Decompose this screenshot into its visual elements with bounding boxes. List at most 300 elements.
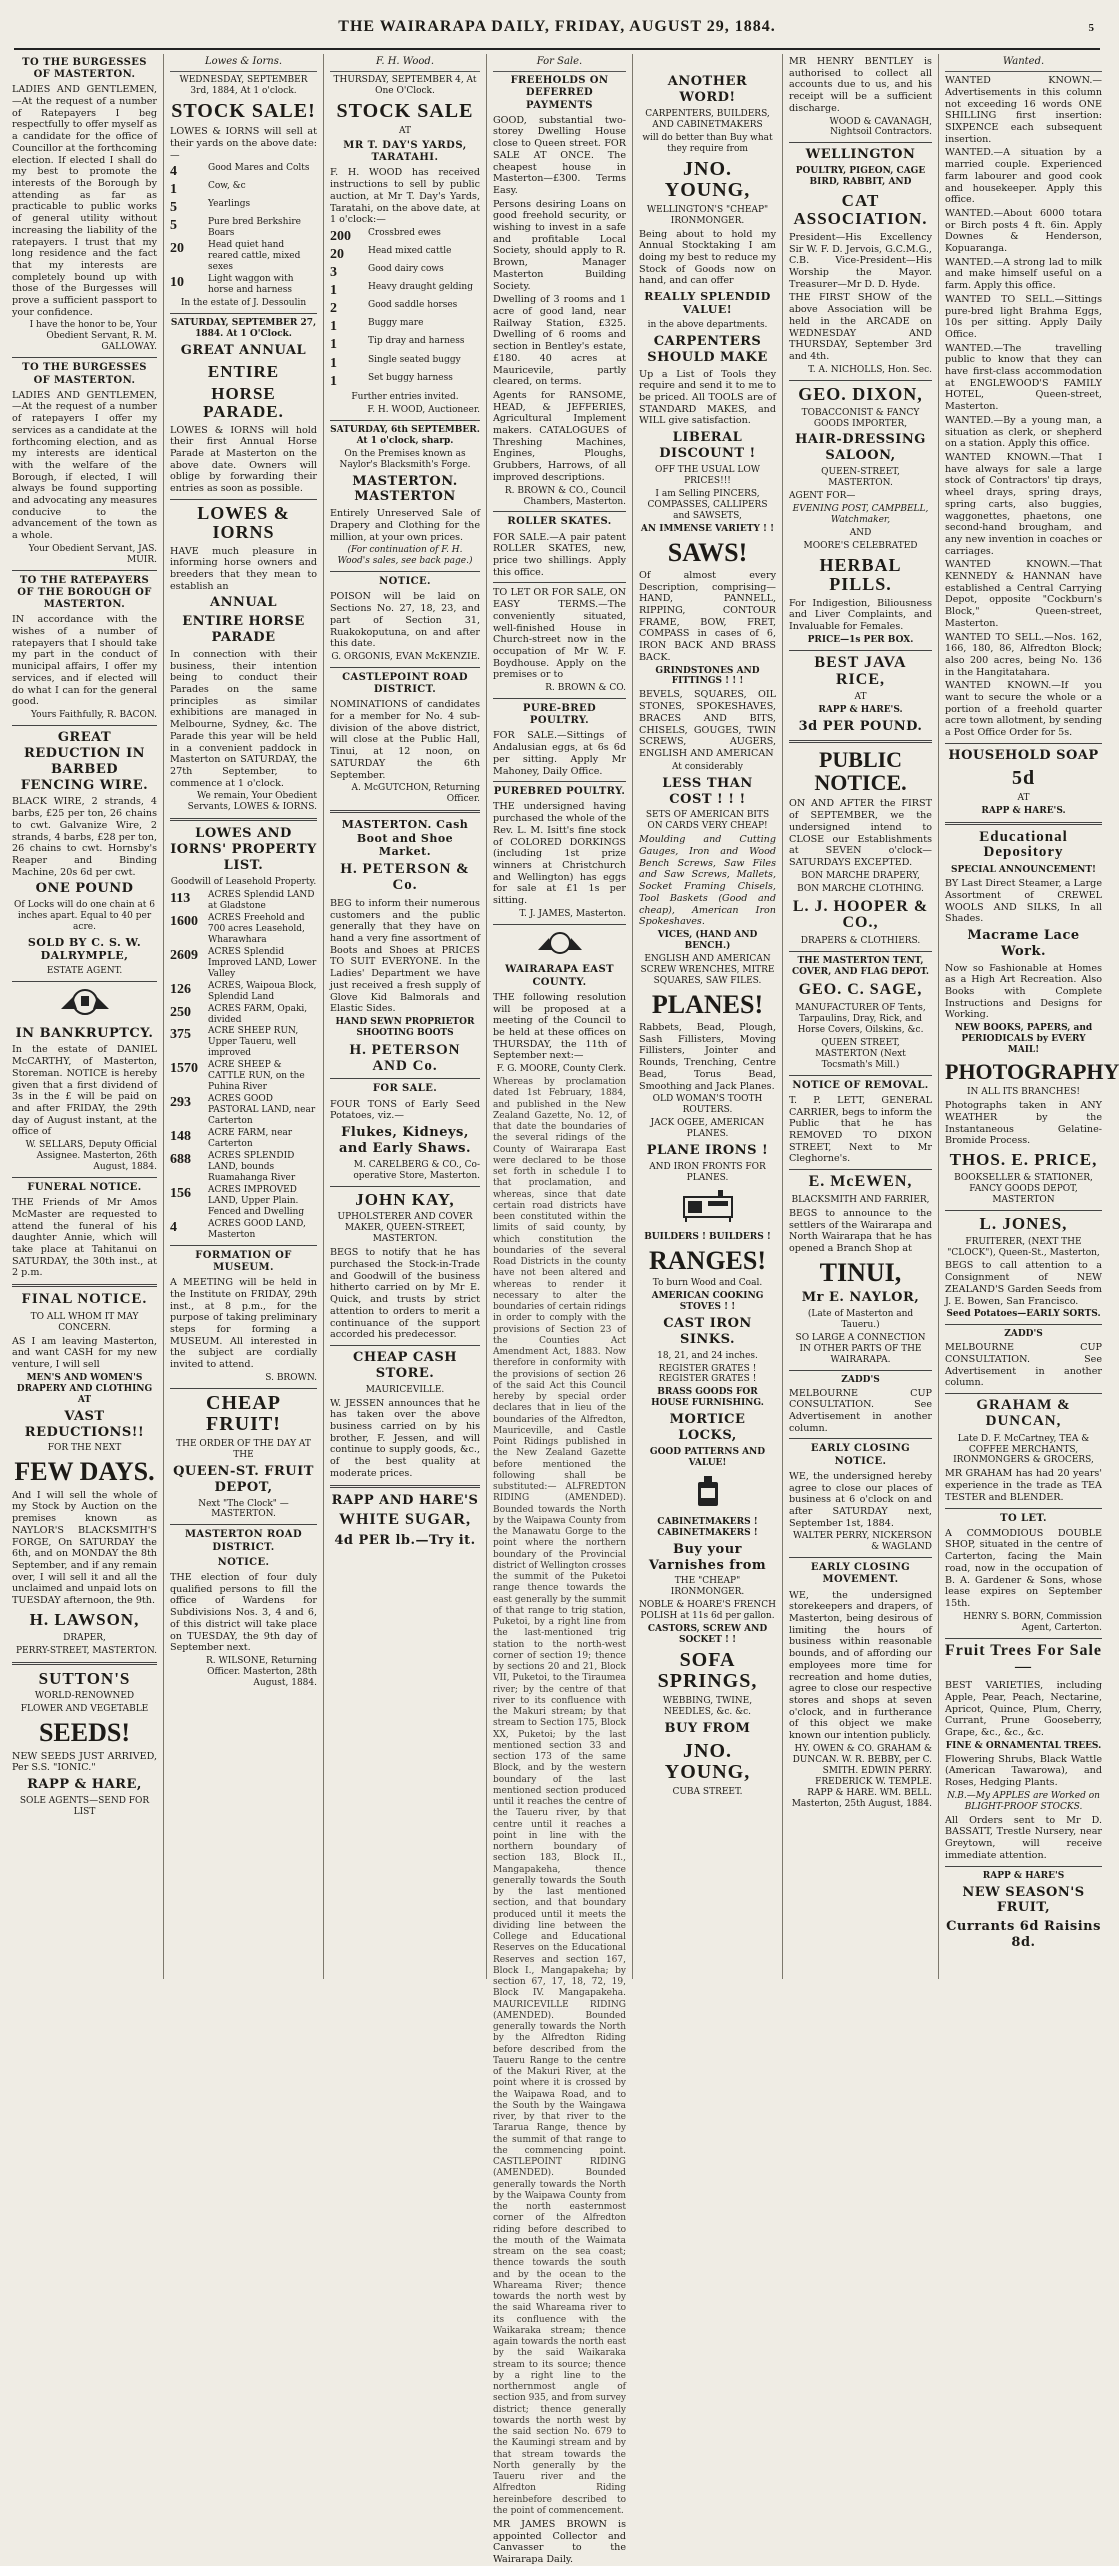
wire-body: BLACK WIRE, 2 strands, 4 barbs, £25 per ton, 26 chains to cwt. Galvanize Wire, 2 strands, 4 barbs, £28 per ton, 26 chains to cwt. Hornsby's Reaper and Binding Machine, 20s 6d per cwt. [12, 796, 157, 878]
list-item: 1 Tip dray and harness [330, 336, 465, 353]
sink-sizes: 18, 21, and 24 inches. [657, 1350, 758, 1361]
wanted-ad: WANTED KNOWN.—Advertisements in this column not exceeding 16 words ONE SHILLING first insertion: SIXPENCE each subsequent insertion. [945, 75, 1102, 145]
kay-body: BEGS to notify that he has purchased the Stock-in-Trade and Goodwill of the business hitherto carried on by Mr E. Quick, and trusts by strict attention to orders to merit a continuance of the support accorded his predecessor. [330, 1247, 480, 1341]
dixon-street: QUEEN-STREET, MASTERTON. [821, 467, 900, 489]
list-item: 3 Good dairy cows [330, 264, 444, 281]
columns [6, 54, 1119, 2566]
column-5 [633, 54, 783, 1979]
sage-address: QUEEN STREET, MASTERTON (Next Tocsmath's Mill.) [815, 1037, 906, 1070]
graham-name: GRAHAM & DUNCAN, [976, 1397, 1071, 1429]
wanted-ad: WANTED.—A situation by a married couple. Experienced farm labourer and good cook and housekeeper. Apply this office. [945, 147, 1102, 206]
annual-label: ANNUAL [209, 595, 278, 611]
freeholds-loans: Persons desiring Loans on good freehold security, or wishing to invest in a safe and profitable Local Society, should apply to R. Brown, Manager Masterton Building Society. [493, 198, 626, 292]
county-signature: F. G. MOORE, County Clerk. [496, 1064, 626, 1075]
special-body: BY Last Direct Steamer, a Large Assortment of CREWEL WOOLS AND SILKS, In all Shades. [945, 878, 1102, 925]
lawson-address: PERRY-STREET, MASTERTON. [16, 1645, 157, 1656]
carpenters-line: CARPENTERS, BUILDERS, AND CABINETMAKERS [645, 108, 770, 130]
potatoes-signature: M. CARELBERG & CO., Co-operative Store, Masterton. [353, 1159, 480, 1181]
road-district-head: MASTERTON ROAD DISTRICT. [184, 1529, 303, 1553]
peterson-hand-sewn: HAND SEWN PROPRIETOR SHOOTING BOOTS [335, 1016, 475, 1038]
list-item: 2609 ACRES Splendid Improved LAND, Lower Valley [170, 946, 317, 979]
ornamental-body: Flowering Shrubs, Black Wattle (American Tawarowa), and Roses, Hedging Plants. [945, 1753, 1102, 1789]
french-polish: NOBLE & HOARE'S FRENCH POLISH at 11s 6d per gallon. [639, 1600, 776, 1622]
plane-irons: PLANE IRONS ! [646, 1143, 769, 1159]
wanted-head: Wanted. [945, 54, 1102, 72]
column-1 [6, 54, 164, 1979]
castlepoint-head: CASTLEPOINT ROAD DISTRICT. [342, 671, 468, 696]
for-sale-head: For Sale. [493, 54, 626, 72]
fruit-firm: RAPP & HARE'S [982, 1870, 1065, 1881]
parade-title: HORSE PARADE. [203, 383, 284, 421]
property-list-sub: Goodwill of Leasehold Property. [170, 876, 317, 887]
parade-great: GREAT ANNUAL [180, 343, 307, 359]
poison-notice-body: POISON will be laid on Sections No. 27, 18, 23, and part of Section 31, Ruakokoputuna, on and after this date. [330, 591, 480, 650]
soap-price: 5d [1011, 766, 1036, 789]
list-item: 156 ACRES IMPROVED LAND, Upper Plain. Fenced and Dwelling [170, 1185, 305, 1217]
wood-town: MASTERTON. MASTERTON [352, 473, 458, 505]
wood-sale-at: AT [398, 126, 411, 137]
final-notice-head: FINAL NOTICE. [21, 1291, 148, 1308]
zadd-title-2: ZADD'S [1004, 1329, 1043, 1340]
final-notice-for: FOR THE NEXT [47, 1443, 122, 1454]
sets-bits: SETS OF AMERICAN BITS ON CARDS VERY CHEAP! [645, 810, 770, 832]
sugar-firm: RAPP AND HARE'S [331, 1492, 479, 1508]
burgesses-head-2: TO THE BURGESSES OF MASTERTON. [22, 362, 147, 386]
list-item: 2 Good saddle horses [330, 300, 458, 317]
county-resolution: Whereas by proclamation dated 1st February, 1884, and published in the New Zealand Gazette, No. 12, of that date the boundaries of the several ridings of the County of Wairarapa East were declared to be those set forth in schedule I to that proclamation, and whereas, since that date certain road districts have been constituted within the limits of said county, by which constitution the boundaries of the several Road Districts in the county have not been altered and whereas to render it necessary to alter the boundaries of certain ridings in order to comply with the provisions of Section 23 of the Counties Act Amendment Act, 1883. Now therefore in conformity with the provisions of section 26 of the said Act this Council hereby by special order declares that in lieu of the boundaries of the Alfredton, Mauriceville, and Castle Point Ridings published in the New Zealand Gazette before mentioned the following shall be substituted:— ALFREDTON RIDING (AMENDED). Bounded towards the North by the Waipawa County from the Manawatu Gorge to the point where the northern boundary of the Provincial district of Wellington crosses the summit of the Puketoi range thence towards the east generally by the summit of that range to trig station, Puketoi, by a right line from the last-mentioned trig station to the north-west corner of section 19; thence by sections 20 and 21, Block VII, Puketoi, to the Tiraumea river; by the centre of that river to its confluence with the Makuri stream; by that stream to Section 175, Block XX, Puketoi; by the last mentioned section 33 and section 173 of the same Block, and by the western boundary of the last mentioned section produced until it reaches the centre of the Taueru river, by that centre until it reaches a point in line with the northern boundary of section 183, Block II., Mangapakeha, thence generally towards the South by the last mentioned section, and that boundary produced until it meets the dividing line between the College and Educational Reserves on the Educational Reserves and section 167, Block I., Mangapakeha; by section 67, 17, 18, 72, 19, Block IV. Mangapakeha. MAURICEVILLE RIDING (AMENDED). Bounded generally towards the North by the Alfredton Riding before described from the Taueru Range to the centre of the Makuri River, at the point where it is crossed by the Waipawa Road, and to the South by the Waingawa river, by that river to the Tararua Range, thence by the summit of that range to the commencing point. CASTLEPOINT RIDING (AMENDED). Bounded generally towards the North by the Waipawa County from the north easternmost corner of the Alfredton riding before described to the mouth of the Waimata stream on the sea coast; thence towards the south and by the ocean to the Whareama River; thence towards the north west by the said Whareama river to its confluence with the Waikaraka stream; thence again towards the north east by the said Waikaraka stream to its source; thence by a right line to the northernmost angle of section 935, and from survey district; thence generally towards the north west by the said section No. 679 to the Kaumingi stream and by that stream towards the North generally by the Taueru river and the Alfredton Riding hereinbefore described to the point of commencement. [493, 1077, 626, 2516]
wood-premises: On the Premises known as Naylor's Blacksmith's Forge. [339, 448, 471, 470]
bon-marche-2: BON MARCHE CLOTHING. [797, 883, 924, 894]
good-patterns: GOOD PATTERNS AND VALUE! [649, 1447, 766, 1469]
sage-sub: MANUFACTURER OF Tents, Tarpaulins, Dray, Rick, and Horse Covers, Oilskins, &c. [795, 1002, 926, 1035]
funeral-body: THE Friends of Mr Amos McMaster are requested to attend the funeral of his daughter Annie, which will take place at Tahitanui on SATURDAY, the 30th inst., at 2 p.m. [12, 1197, 157, 1279]
mcewen-body: BEGS to announce to the settlers of the Wairarapa and North Wairarapa that he has opened a Branch Shop at [789, 1207, 932, 1254]
cheap-fruit-address: Next "The Clock" — MASTERTON. [198, 1498, 289, 1520]
list-item: 1570 ACRE SHEEP & CATTLE RUN, on the Puhina River [170, 1060, 305, 1093]
poultry-head: PURE-BRED POULTRY. [522, 703, 597, 727]
dixon-sub: TOBACCONIST & FANCY GOODS IMPORTER, [801, 407, 920, 429]
final-notice-vast: VAST REDUCTIONS!! [24, 1408, 145, 1440]
cabinetmakers: CABINETMAKERS ! CABINETMAKERS ! [657, 1516, 758, 1538]
poultry-assoc: POULTRY, PIGEON, CAGE BIRD, RABBIT, AND [795, 166, 926, 188]
freeholds-signature: R. BROWN & CO., Council Chambers, Masterton. [504, 485, 626, 507]
dixon-name: GEO. DIXON, [798, 383, 923, 404]
bon-marche: BON MARCHE DRAPERY, [801, 870, 920, 881]
soap-at: AT [1017, 792, 1030, 803]
jones-name: L. JONES, [979, 1213, 1068, 1233]
grindstones: GRINDSTONES AND FITTINGS ! ! ! [655, 665, 760, 687]
selling-line: I am Selling PINCERS, COMPASSES, CALLIPERS and SAWSETS, [647, 488, 768, 521]
wanted-ad: WANTED TO SELL.—Nos. 162, 166, 180, 86, Alfredton Block; also 200 acres, being No. 136 in the Hangitatahara. [945, 631, 1102, 678]
planes-title: PLANES! [651, 989, 764, 1019]
castors: CASTORS, SCREW AND SOCKET ! ! [647, 1624, 768, 1646]
tent-depot: THE MASTERTON TENT, COVER, AND FLAG DEPOT. [791, 956, 930, 978]
photography: PHOTOGRAPHY [945, 1059, 1119, 1085]
educational-depository: Educational Depository [979, 828, 1068, 861]
new-books: NEW BOOKS, PAPERS, and PERIODICALS by EVERY MAIL! [954, 1023, 1093, 1056]
wood-signature: F. H. WOOD, Auctioneer. [367, 404, 480, 415]
parade-entire: ENTIRE [207, 362, 280, 382]
stock-sale-body: LOWES & IORNS will sell at their yards on the above date:— [170, 126, 317, 161]
wire-offer-body: Of Locks will do one chain at 6 inches apart. Equal to 40 per acre. [14, 900, 155, 933]
bentley-signature: WOOD & CAVANAGH, Nightsoil Contractors. [829, 116, 932, 138]
sage-name: GEO. C. SAGE, [798, 981, 923, 999]
dixon-agent: AGENT FOR— [789, 491, 856, 502]
evening-post: EVENING POST, CAMPBELL, Watchmaker, [792, 504, 929, 526]
nursery-orders: All Orders sent to Mr D. BASSATT, Trestle Nursery, near Greytown, will receive immediate attention. [945, 1814, 1102, 1861]
lowes-iorns-intro: HAVE much pleasure in informing horse owners and breeders that they mean to establish an [170, 545, 317, 592]
large-connection: SO LARGE A CONNECTION IN OTHER PARTS OF THE WAIRARAPA. [795, 1332, 926, 1365]
moore-label: MOORE'S CELEBRATED [803, 541, 918, 551]
kay-sub: UPHOLSTERER AND COVER MAKER, QUEEN-STREET, MASTERTON. [337, 1212, 473, 1245]
to-let-body-2: A COMMODIOUS DOUBLE SHOP, situated in the centre of Carterton, facing the Main road, now in the occupation of B. A. Gardener & Sons, whose lease expires on September 15th. [945, 1527, 1102, 1609]
macrame-body: Now so Fashionable at Homes as a High Art Recreation. Also Books with Complete Instructions and Designs for Working. [945, 962, 1102, 1021]
wanted-ad: WANTED.—The travelling public to know that they can have first-class accommodation at ENGLEWOOD'S FAMILY HOTEL, Queen-street, Masterton. [945, 342, 1102, 413]
new-season: NEW SEASON'S FRUIT, [962, 1884, 1085, 1916]
to-let-head: TO LET. [1000, 1512, 1047, 1524]
list-item: 688 ACRES SPLENDID LAND, bounds Ruamahanga River [170, 1151, 296, 1184]
webbing: WEBBING, TWINE, NEEDLES, &c. &c. [662, 1696, 753, 1718]
herbal-price: PRICE—1s PER BOX. [807, 634, 914, 645]
wire-offer: ONE POUND [35, 881, 134, 897]
freeholds-properties: Dwelling of 3 rooms and 1 acre of good land, near Railway Station, £325. Dwelling of 6 rooms and section in Bentley's estate, £180. 40 acres at Mauricevile, partly cleared, on terms. [493, 294, 626, 388]
builders: BUILDERS ! BUILDERS ! [644, 1231, 771, 1242]
estate-note: In the estate of J. Dessoulin [180, 298, 307, 309]
list-item: 113 ACRES Splendid LAND at Gladstone [170, 889, 315, 911]
purebred-body: THE undersigned having purchased the whole of the Rev. L. M. Isitt's fine stock of COLORED DORKINGS (including 1st prize winners at Christchurch and Wellington) has eggs for sale at £1 1s per sitting. [493, 801, 626, 907]
to-let-body: TO LET OR FOR SALE, ON EASY TERMS.—The conveniently situated, well-finished House in Church-street now in the occupation of Mr W. F. Boydhouse. Apply on the premises or to [493, 587, 626, 681]
lowes-iorns-head: Lowes & Iorns. [170, 54, 317, 72]
wood-further: Further entries invited. [351, 391, 459, 402]
soap-title: HOUSEHOLD SOAP [948, 747, 1099, 763]
register-grates: REGISTER GRATES ! REGISTER GRATES ! [658, 1363, 757, 1385]
vices: VICES, (HAND AND BENCH.) [657, 929, 758, 951]
list-item: 20 Head quiet hand reared cattle, mixed sexes [170, 240, 301, 273]
young-name-2: JNO. YOUNG, [664, 1740, 751, 1784]
muir-signature: Your Obedient Servant, JAS. MUIR. [28, 543, 157, 565]
liberal-discount: LIBERAL DISCOUNT ! [659, 430, 756, 461]
final-notice-days: FEW DAYS. [14, 1457, 155, 1487]
naylor-sub: (Late of Masterton and Taueru.) [807, 1308, 914, 1330]
young-name: JNO. YOUNG, [664, 157, 751, 201]
suttons-seeds: SEEDS! [38, 1718, 131, 1748]
jones-sub: FRUITERER, (NEXT THE "CLOCK"), Queen-St., Masterton, [947, 1236, 1100, 1258]
mortice-locks: MORTICE LOCKS, [669, 1412, 746, 1444]
young-departments: in the above departments. [647, 319, 768, 330]
wood-head: F. H. Wood. [330, 54, 480, 72]
list-item: 5 Yearlings [170, 199, 251, 216]
royal-arms-icon [493, 930, 626, 960]
road-district-body: THE election of four duly qualified persons to fill the office of Wardens for Subdivisions Nos. 3, 4 and 6, of this district will take place on TUESDAY, the 9th day of September next. [170, 1572, 317, 1654]
saws-title: SAWS! [667, 537, 748, 567]
sofa-springs: SOFA SPRINGS, [657, 1649, 758, 1693]
parade-date: SATURDAY, SEPTEMBER 27, 1884. At 1 O'Clock. [170, 318, 317, 340]
removal-head: NOTICE OF REMOVAL. [792, 1079, 929, 1091]
property-list [170, 890, 317, 1241]
young-value: REALLY SPLENDID VALUE! [644, 290, 771, 317]
list-item: 148 ACRE FARM, near Carterton [170, 1128, 293, 1150]
list-item: 1 Single seated buggy [330, 354, 461, 371]
poultry-body: FOR SALE.—Sittings of Andalusian eggs, at 6s 6d per sitting. Apply Mr Mahoney, Daily Office. [493, 730, 626, 777]
rice-price: 3d PER POUND. [798, 719, 923, 735]
list-item: 4 Good Mares and Colts [170, 163, 310, 180]
wood-sale-lots [330, 228, 480, 390]
cash-store-body: W. JESSEN announces that he has taken over the above business carried on by his brother, F. Jessen, and will continue to supply goods, &c., of the best quality at moderate prices. [330, 1397, 480, 1479]
muir-address: LADIES AND GENTLEMEN,—At the request of a number of ratepayers I offer my services as a candidate at the forthcoming election, and as my interests are identical with the welfare of the Borough, if elected, I will always be found supporting and advocating any measures conducive to the advancement of the town as a whole. [12, 389, 157, 542]
annual-parade: ENTIRE HORSE PARADE [182, 614, 305, 646]
price-sub: BOOKSELLER & STATIONER, FANCY GOODS DEPOT, MASTERTON [954, 1172, 1093, 1205]
cash-store-place: MAURICEVILLE. [365, 1384, 445, 1395]
and-label: AND [849, 528, 872, 539]
final-notice-goods: MEN'S AND WOMEN'S DRAPERY AND CLOTHING AT [16, 1372, 153, 1405]
closing-movement: EARLY CLOSING MOVEMENT. [810, 1562, 911, 1586]
wire-sold-by: SOLD BY C. S. W. DALRYMPLE, [27, 936, 142, 963]
carpenters-body: Up a List of Tools they require and send it to me to be priced. All TOOLS are of STANDARD MAKES, and WILL give satisfaction. [639, 368, 776, 427]
public-notice-body: ON AND AFTER the FIRST of SEPTEMBER, we the undersigned intend to CLOSE our Establishments at SEVEN o'clock—SATURDAYS EXCEPTED. [789, 798, 932, 868]
wanted-ad: WANTED.—About 6000 totara or Birch posts 4 ft. 6in. Apply Downes & Henderson, Kopuaranga. [945, 207, 1102, 255]
fruit-trees-body: BEST VARIETIES, including Apple, Pear, Peach, Nectarine, Apricot, Quince, Plum, Cherry, Currant, Prune Gooseberry, Grape, &c., &c., &c. [945, 1680, 1102, 1739]
poison-notice-head: NOTICE. [379, 576, 431, 588]
graham-sub: Late D. F. McCartney, TEA & COFFEE MERCHANTS, IRONMONGERS & GROCERS, [953, 1433, 1094, 1466]
ranges-title: RANGES! [648, 1245, 766, 1275]
poison-notice-signature: G. ORGONIS, EVAN McKENZIE. [331, 651, 480, 662]
to-let-signature-2: HENRY S. BORN, Commission Agent, Carterton. [963, 1611, 1102, 1633]
peterson-body: BEG to inform their numerous customers and the public generally that they have on hand a very fine assortment of Boots and Shoes at PRICES TO SUIT EVERYONE. In the Ladies' Department we have just received a fresh supply of Glove Kid Balmorals and Elastic Sides. [330, 897, 480, 1015]
burgesses-head-1: TO THE BURGESSES OF MASTERTON. [22, 57, 147, 81]
early-closing-signature: WALTER PERRY, NICKERSON & WAGLAND [793, 1531, 932, 1553]
cash-store-title: CHEAP CASH STORE. [352, 1349, 458, 1381]
closing-movement-signatures: HY. OWEN & CO. GRAHAM & DUNCAN. W. R. BEBBY, per C. SMITH. EDWIN PERRY. FREDERICK W. TEMPLE. RAPP & HARE. WM. BELL. Masterton, 25th August, 1884. [791, 1743, 932, 1809]
road-district-notice: NOTICE. [217, 1556, 270, 1568]
ornamental-trees: FINE & ORNAMENTAL TREES. [945, 1740, 1102, 1751]
stock-sale-date: WEDNESDAY, SEPTEMBER 3rd, 1884, At 1 o'clock. [179, 75, 308, 97]
bankruptcy-body: In the estate of DANIEL McCARTHY, of Masterton, Storeman. NOTICE is hereby given that a first dividend of 3s in the £ will be paid on and after FRIDAY, the 29th day of August instant, at the office of [12, 1044, 157, 1138]
hooper-name: L. J. HOOPER & CO., [792, 897, 929, 932]
list-item: 20 Head mixed cattle [330, 246, 452, 263]
jones-body: BEGS to call attention to a Consignment of NEW ZEALAND'S Garden Seeds from J. E. Bowen, San Francisco. [945, 1260, 1102, 1307]
wellington-title: WELLINGTON [805, 147, 916, 163]
immense-variety: AN IMMENSE VARIETY ! ! [640, 523, 775, 534]
wanted-ad: WANTED.—By a young man, a situation as clerk, or shepherd on a station. Apply this office. [945, 414, 1102, 450]
closing-movement-body: WE, the undersigned storekeepers and drapers, of Masterton, being desirous of limiting the hours of business within reasonable bounds, and of affording our employees more time for recreation and home duties, agree to close our respective stores and shops at seven o'clock, and in furtherance of this object we make known our intention publicly. [789, 1589, 932, 1742]
lowes-iorns-firm: LOWES & IORNS [197, 502, 290, 542]
early-closing-body: WE, the undersigned hereby agree to close our places of business at 6 o'clock on and after SATURDAY next, September 1st, 1884. [789, 1470, 932, 1529]
galloway-address: LADIES AND GENTLEMEN,—At the request of a number of Ratepayers I beg respectfully to offer myself as a candidate for the office of Councillor at the forthcoming election. If elected I shall do my best to promote the interests of the Borough by attending as far as practicable to public works of general utility without increasing the liability of the ratepayers. I trust that my long residence and the fact that my interests are completely bound up with those of the Burgesses will prove a sufficient passport to your confidence. [12, 84, 157, 318]
purebred-head: PUREBRED POULTRY. [493, 786, 626, 798]
young-body: Being about to hold my Annual Stocktaking I am doing my best to reduce my Stock of Goods now on hand, and can offer [639, 228, 776, 287]
suttons-firm: RAPP & HARE, [27, 1777, 142, 1793]
potatoes-body: FOUR TONS of Early Seed Potatoes, viz.— [330, 1098, 480, 1122]
ratepayers-head: TO THE RATEPAYERS OF THE BOROUGH OF MASTERTON. [17, 574, 152, 611]
seed-potatoes: Seed Potatoes—EARLY SORTS. [946, 1309, 1101, 1320]
tinui: TINUI, [819, 1257, 902, 1287]
lawson-trade: DRAPER, [63, 1632, 106, 1643]
column-2 [164, 54, 324, 1979]
zadd-title: ZADD'S [841, 1374, 880, 1385]
bankruptcy-head: IN BANKRUPTCY. [15, 1025, 154, 1041]
jack-ogee: JACK OGEE, AMERICAN PLANES. [650, 1118, 765, 1140]
list-item: 250 ACRES FARM, Opaki, divided [170, 1003, 308, 1025]
suttons-title: SUTTON'S [38, 1668, 131, 1688]
bacon-address: IN accordance with the wishes of a number of ratepayers that I should take my part in the conduct of municipal affairs, I offer my services, and if elected will do what I can for the general good. [12, 614, 157, 708]
list-item: 293 ACRES GOOD PASTORAL LAND, near Carterton [170, 1094, 316, 1127]
hooper-trade: DRAPERS & CLOTHIERS. [800, 936, 921, 947]
list-item: 4 ACRES GOOD LAND, Masterton [170, 1218, 306, 1240]
column-3 [324, 54, 487, 1979]
brass-goods: BRASS GOODS FOR HOUSE FURNISHING. [651, 1387, 764, 1409]
cheap-fruit-depot: QUEEN-ST. FRUIT DEPOT, [173, 1463, 314, 1495]
museum-body: A MEETING will be held in the Institute on FRIDAY, 29th inst., at 8 p.m., for the purpose of taking preliminary steps for forming a MUSEUM. All interested in the subject are cordially invited to attend. [170, 1277, 317, 1371]
wanted-ad: WANTED KNOWN.—If you want to secure the whole or a portion of a freehold quarter acre town allotment, by sending a Post Office Order for 5s. [945, 680, 1102, 739]
cat-signature: T. A. NICHOLLS, Hon. Sec. [808, 364, 932, 375]
freeholds-body: GOOD, substantial two-storey Dwelling House close to Queen street. FOR SALE AT ONCE. The cheapest house in Masterton—£300. Terms Easy. [493, 114, 626, 196]
iron-fronts: AND IRON FRONTS FOR PLANES. [649, 1162, 766, 1183]
masthead [14, 6, 1100, 50]
masthead-title: THE WAIRARAPA DAILY, FRIDAY, AUGUST 29, 1884. [338, 18, 776, 36]
parade-body: LOWES & IORNS will hold their first Annual Horse Parade at Masterton on the above date. Owners will oblige by forwarding their entries as soon as possible. [170, 424, 317, 495]
wood-sale-body: F. H. WOOD has received instructions to sell by public auction, at Mr T. Day's Yards, Taratahi, on the above date, at 1 o'clock:— [330, 167, 480, 226]
museum-signature: S. BROWN. [265, 1372, 317, 1383]
mcewen-trade: BLACKSMITH AND FARRIER, [791, 1194, 930, 1205]
potatoes-varieties: Flukes, Kidneys, and Early Shaws. [339, 1124, 471, 1156]
suttons-line: FLOWER AND VEGETABLE [20, 1704, 149, 1715]
grindstones-body: BEVELS, SQUARES, OIL STONES, SPOKESHAVES, BRACES AND BITS, CHISELS, GOUGES, TWIN SCREWS, AUGERS, ENGLISH AND AMERICAN [639, 689, 776, 759]
wood-continuation: (For continuation of F. H. Wood's sales, see back page.) [337, 545, 473, 567]
macrame: Macrame Lace Work. [967, 927, 1080, 959]
java-rice: BEST JAVA RICE, [814, 653, 907, 688]
photography-body: Photographs taken in ANY WEATHER by the Instantaneous Gelatine-Bromide Process. [945, 1100, 1102, 1147]
list-item: 1 Set buggy harness [330, 372, 453, 389]
collector-notice: MR JAMES BROWN is appointed Collector and Canvasser to the Wairarapa Daily. [493, 2519, 626, 2566]
skates-head: ROLLER SKATES. [507, 516, 612, 528]
skates-body: FOR SALE.—A pair patent ROLLER SKATES, new, price two shillings. Apply this office. [493, 531, 626, 578]
wanted-ad: WANTED KNOWN.—That I have always for sale a large stock of Contractors' tip drays, wheel drays, spring drays, spring carts, also buggies, waggonettes, phaetons, one second-hand brougham, and any new invention in coaches or carriages. [945, 451, 1102, 557]
lawson-name: H. LAWSON, [29, 1609, 140, 1629]
zadd-body-2: MELBOURNE CUP CONSULTATION. See Advertisement in another column. [945, 1342, 1102, 1389]
less-than-cost: LESS THAN COST ! ! ! [662, 775, 753, 807]
purebred-signature: T. J. JAMES, Masterton. [519, 908, 626, 919]
naylor-name: Mr E. NAYLOR, [801, 1289, 920, 1305]
buy-from: BUY FROM [664, 1721, 751, 1737]
cooking-stoves: AMERICAN COOKING STOVES ! ! [651, 1290, 764, 1312]
wood-sale-yards: MR T. DAY'S YARDS, TARATAHI. [343, 140, 467, 164]
sugar-price: 4d PER lb.—Try it. [334, 1533, 476, 1549]
planes-body: Rabbets, Bead, Plough, Sash Fillisters, Moving Fillisters, Jointer and Rounds, Trenching, Centre Bead, Torus Bead, Smoothing and Jack Planes. [639, 1022, 776, 1092]
stock-sale-title: STOCK SALE! [171, 100, 316, 123]
mcewen-name: E. McEWEN, [808, 1173, 913, 1191]
ranges-sub: To burn Wood and Coal. [652, 1277, 763, 1288]
rice-at: AT [854, 692, 867, 703]
cheap-fruit-title: CHEAP FRUIT! [206, 1391, 281, 1435]
wood-sale-date: THURSDAY, SEPTEMBER 4, At One O'Clock. [333, 75, 477, 97]
kay-name: JOHN KAY, [355, 1189, 455, 1209]
saws-body: Of almost every Description, comprising— HAND, PANNELL, RIPPING, CONTOUR FRAME, BOW, FRET, COMPASS in cases of 6, IRON BACK AND BRASS BACK. [639, 569, 776, 663]
county-intro: THE following resolution will be proposed at a meeting of the Council to be held at these offices on THURSDAY, the 11th of September next:— [493, 991, 626, 1062]
considerably: At considerably [671, 761, 744, 772]
cheap-ironmonger: THE "CHEAP" IRONMONGER. [670, 1576, 745, 1598]
bankruptcy-signature: W. SELLARS, Deputy Official Assignee. Masterton, 26th August, 1884. [25, 1140, 157, 1172]
varnish-can-icon [639, 1474, 776, 1512]
list-item: 200 Crossbred ewes [330, 227, 441, 244]
price-name: THOS. E. PRICE, [949, 1149, 1098, 1169]
removal-body: T. P. LETT, GENERAL CARRIER, begs to inform the Public that he has REMOVED TO DIXON STREET, Next to Mr Cleghorne's. [789, 1094, 932, 1165]
stove-icon [639, 1189, 776, 1227]
graham-body: MR GRAHAM has had 20 years' experience in the trade as TEA TESTER and BLENDER. [945, 1468, 1102, 1503]
suttons-body: NEW SEEDS JUST ARRIVED, Per S.S. "IONIC." [12, 1750, 157, 1774]
funeral-head: FUNERAL NOTICE. [27, 1181, 142, 1193]
peterson-name-2: H. PETERSON AND Co. [349, 1041, 461, 1074]
zadd-body: MELBOURNE CUP CONSULTATION. See Advertisement in another column. [789, 1387, 932, 1434]
list-item: 10 Light waggon with horse and harness [170, 274, 294, 296]
page-number: 5 [1088, 22, 1094, 34]
county-head: WAIRARAPA EAST COUNTY. [505, 964, 614, 988]
suttons-agents: SOLE AGENTS—SEND FOR LIST [19, 1795, 150, 1817]
final-notice-body: AS I am leaving Masterton, and want CASH for my new venture, I will sell [12, 1335, 157, 1371]
cast-iron-sinks: CAST IRON SINKS. [663, 1315, 752, 1347]
english-wrenches: ENGLISH AND AMERICAN SCREW WRENCHES, MITRE SQUARES, SAW FILES. [640, 953, 775, 986]
rice-firm: RAPP & HARE'S. [818, 705, 903, 716]
column-6 [783, 54, 939, 1979]
wanted-ad: WANTED.—A strong lad to milk and make himself useful on a farm. Apply this office. [945, 256, 1102, 292]
potatoes-head: FOR SALE. [372, 1083, 438, 1095]
list-item: 1 Heavy draught gelding [330, 282, 473, 299]
list-item: 1 Cow, &c [170, 181, 246, 198]
cat-officers: President—His Excellency Sir W. F. D. Jervois, G.C.M.G., C.B. Vice-President—His Worship the Mayor. Treasurer—Mr D. D. Hyde. [789, 231, 932, 290]
hair-saloon: HAIR-DRESSING SALOON, [795, 432, 926, 464]
final-notice-sub: TO ALL WHOM IT MAY CONCERN. [30, 1311, 139, 1333]
cat-show: THE FIRST SHOW of the above Association will be held in the ARCADE on WEDNESDAY AND THURSDAY, September 3rd and 4th. [789, 292, 932, 362]
herbal-body: For Indigestion, Biliousness and Liver Complaints, and Invaluable for Females. [789, 597, 932, 633]
museum-head: FORMATION OF MUSEUM. [195, 1249, 292, 1274]
sugar-title: WHITE SUGAR, [338, 1511, 472, 1529]
early-closing-notice: EARLY CLOSING NOTICE. [810, 1443, 911, 1467]
cheap-fruit-order: THE ORDER OF THE DAY AT THE [176, 1438, 311, 1460]
freeholds-head: FREEHOLDS ON DEFERRED PAYMENTS [510, 75, 609, 111]
young-address: CUBA STREET. [672, 1787, 743, 1798]
special-announcement: SPECIAL ANNOUNCEMENT! [950, 865, 1096, 876]
shoe-market-head: MASTERTON. Cash Boot and Shoe Market. [341, 818, 469, 858]
freeholds-agents: Agents for RANSOME, HEAD, & JEFFERIES, Agricultural Implement makers. CATALOGUES of Threshing Machines, Engines, Ploughs, Grubbers, Harrows, of all improved descriptions. [493, 389, 626, 483]
annual-body: In connection with their business, their intention being to conduct their Parades on the same principles as similar exhibitions are managed in Melbourne, Sydney, &c. The Parade this year will be held in a convenient paddock in Masterton on SATURDAY, the 27th September, to commence at 1 o'clock. [170, 648, 317, 789]
wire-heading: GREAT REDUCTION IN BARBED FENCING WIRE. [20, 729, 149, 793]
wanted-ad: WANTED KNOWN.—That KENNEDY & HANNAN have established a Central Carrying Depot, opposite "Cockburn's Block," Queen-street, Masterton. [945, 559, 1102, 629]
final-notice-more: And I will sell the whole of my Stock by Auction on the premises known as NAYLOR'S BLACKSMITH'S FORGE, On SATURDAY the 6th, and on MONDAY the 8th September, and if any remain over, I will sell it and all the unclaimed and unpaid lots on TUESDAY afternoon, the 9th. [12, 1489, 157, 1607]
list-item: 5 Pure bred Berkshire Boars [170, 217, 301, 239]
property-list-title: LOWES AND IORNS' PROPERTY LIST. [170, 826, 317, 874]
bacon-signature: Yours Faithfully, R. BACON. [31, 709, 157, 720]
castlepoint-body: NOMINATIONS of candidates for a member for No. 4 sub-division of the above district, will close at the Public Hall, Tinui, at 12 noon, on SATURDAY the 6th September. [330, 699, 480, 781]
stock-sale-lots [170, 163, 317, 296]
peterson-name: H. PETERSON & Co. [340, 861, 470, 894]
to-let-signature: R. BROWN & CO. [545, 683, 626, 694]
young-role: WELLINGTON'S "CHEAP" IRONMONGER. [646, 204, 769, 226]
soap-firm: RAPP & HARE'S. [981, 805, 1066, 816]
annual-signature: We remain, Your Obedient Servants, LOWES & IORNS. [187, 791, 317, 813]
cat-association: CAT ASSOCIATION. [793, 191, 928, 229]
column-7 [939, 54, 1119, 1979]
carpenters-make: CARPENTERS SHOULD MAKE [647, 333, 768, 365]
public-notice: PUBLIC NOTICE. [814, 747, 907, 796]
another-word: ANOTHER WORD! [667, 74, 748, 105]
list-item: 1600 ACRES Freehold and 700 acres Leasehold, Wharawhara [170, 912, 305, 945]
list-item: 126 ACRES, Waipoua Block, Splendid Land [170, 980, 317, 1002]
royal-arms-icon [12, 987, 157, 1021]
column-4 [487, 54, 633, 2566]
castlepoint-signature: A. McGUTCHON, Returning Officer. [351, 783, 480, 805]
suttons-sub: WORLD-RENOWNED [34, 1691, 135, 1702]
galloway-signature: I have the honor to be, Your Obedient Servant, R. M. GALLOWAY. [29, 320, 157, 353]
wood-town-body: Entirely Unreserved Sale of Drapery and Clothing for the million, at your own prices. [330, 508, 480, 543]
